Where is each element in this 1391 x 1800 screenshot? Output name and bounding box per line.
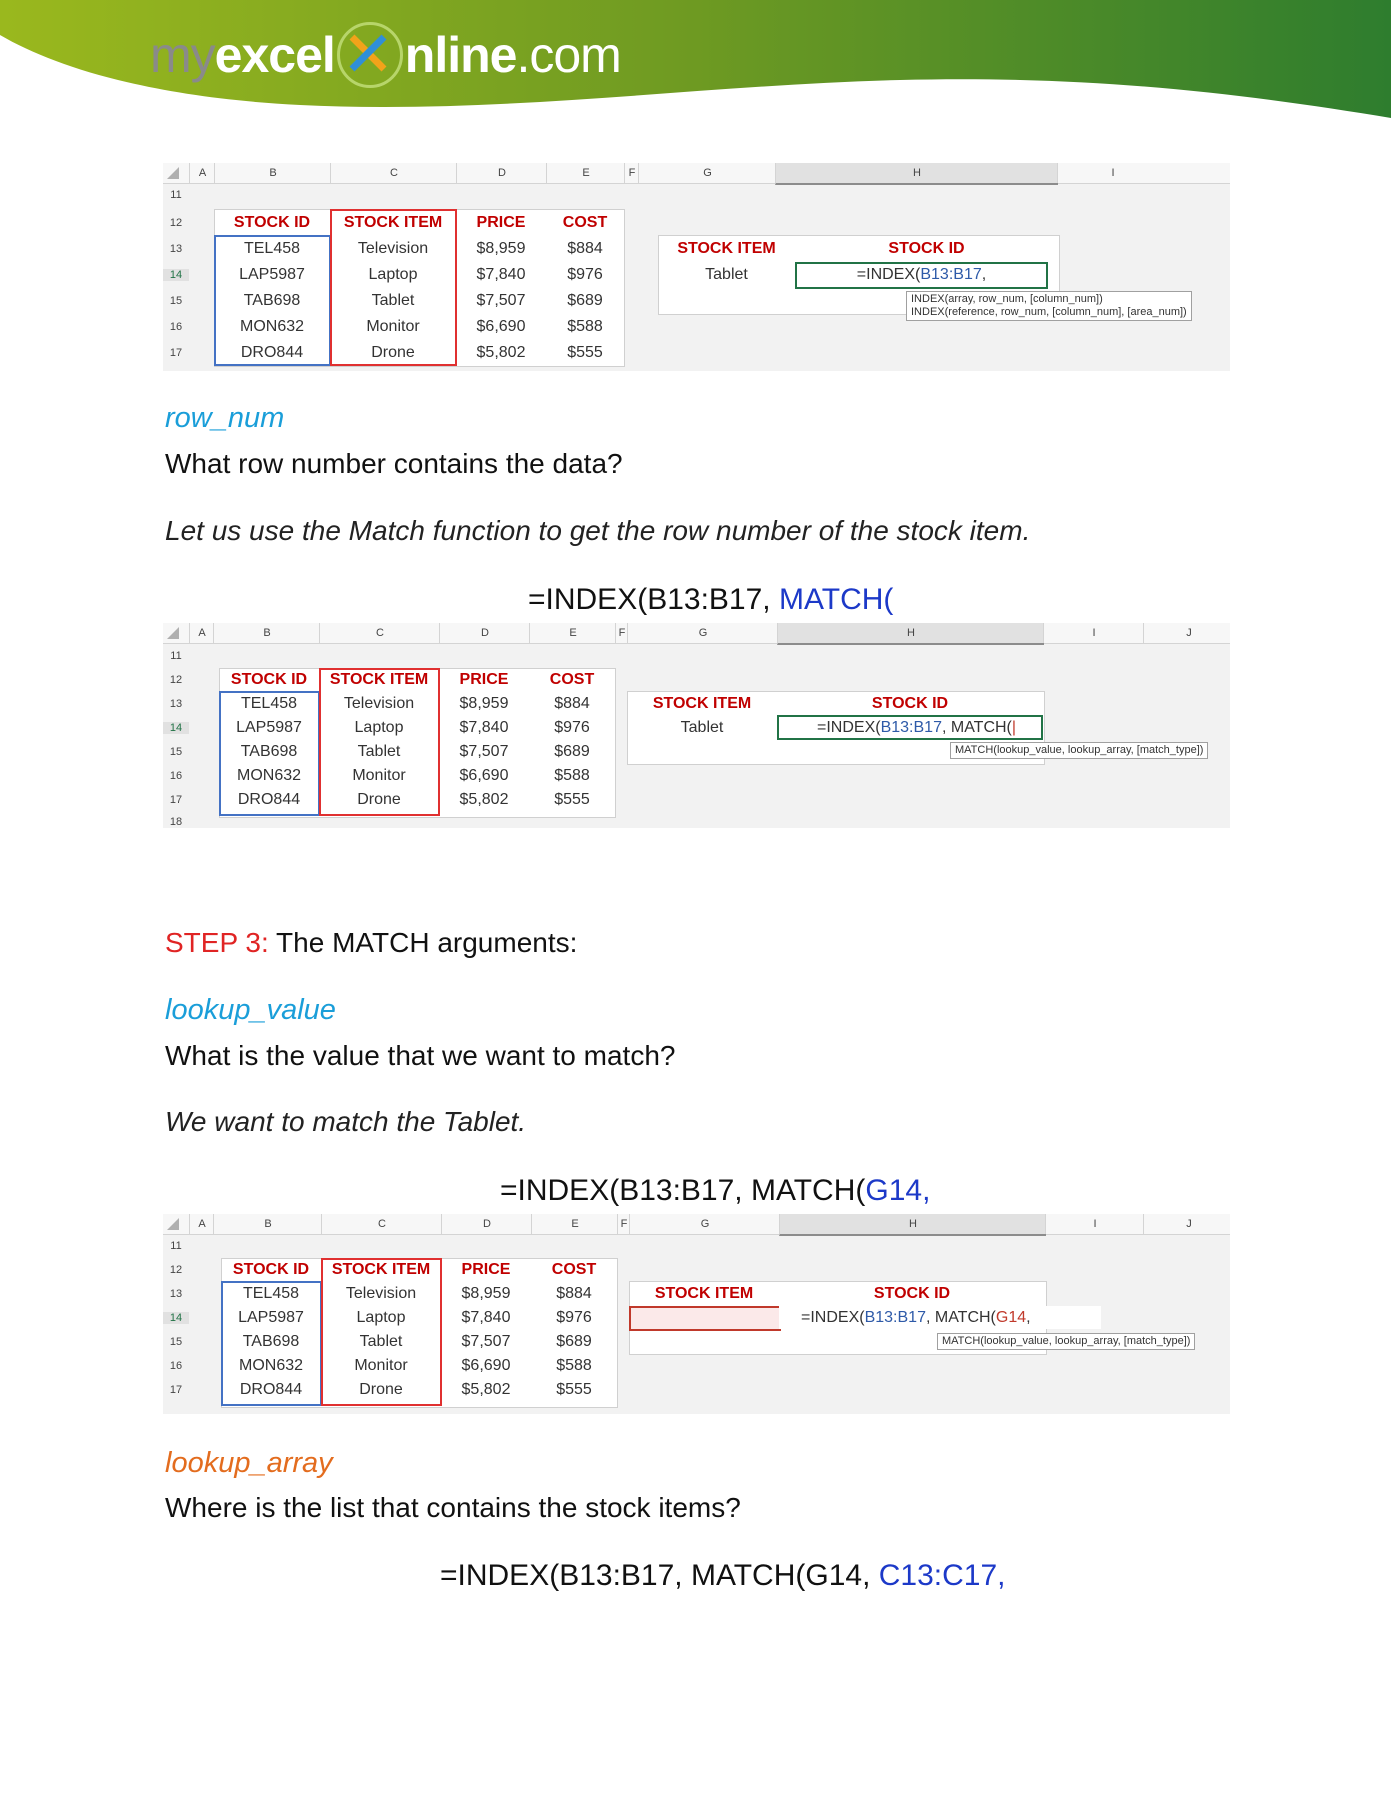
table-header-price: PRICE <box>476 214 526 231</box>
table-header-stock-id: STOCK ID <box>233 214 311 231</box>
table-cell: Drone <box>371 344 415 361</box>
formula-in-cell: =INDEX(B13:B17, MATCH(G14, <box>801 1309 1031 1326</box>
table-header-stock-item: STOCK ITEM <box>331 1261 431 1278</box>
lookup-value-cell: Tablet <box>705 266 748 283</box>
row-header-11: 11 <box>170 650 182 662</box>
row-header-15: 15 <box>169 295 183 307</box>
col-header-d: D <box>439 623 530 643</box>
col-header-h: H <box>775 163 1058 185</box>
explanation-row-num: Let us use the Match function to get the row number of the stock item. <box>165 515 1031 546</box>
col-header-j: J <box>1143 623 1230 643</box>
range-highlight-b13-b17 <box>219 691 320 816</box>
lookup-header-stock-id: STOCK ID <box>873 1285 951 1302</box>
range-highlight-b13-b17 <box>221 1281 322 1406</box>
lookup-header-stock-id: STOCK ID <box>888 240 965 257</box>
table-cell: Laptop <box>368 266 418 283</box>
row-header-17: 17 <box>169 347 183 359</box>
table-cell: TAB698 <box>242 1333 300 1350</box>
table-cell: $5,802 <box>459 791 509 808</box>
col-header-f: F <box>624 163 639 183</box>
col-header-c: C <box>330 163 457 183</box>
col-header-g: G <box>627 623 778 643</box>
excel-screenshot-1 <box>163 163 1230 371</box>
table-cell: LAP5987 <box>238 1309 304 1326</box>
row-header-11: 11 <box>170 1240 182 1252</box>
row-header-18: 18 <box>169 816 183 828</box>
table-cell: Television <box>357 240 429 257</box>
col-header-e: E <box>531 1214 618 1234</box>
table-cell: $588 <box>567 318 603 335</box>
step-3-heading: STEP 3: The MATCH arguments: <box>165 927 578 958</box>
section-label-row-num: row_num <box>165 402 285 434</box>
table-cell: $6,690 <box>476 318 526 335</box>
question-row-num: What row number contains the data? <box>165 448 623 479</box>
function-tooltip: INDEX(array, row_num, [column_num]) INDEX(reference, row_num, [column_num], [area_num]) <box>906 291 1192 321</box>
table-cell: $884 <box>554 695 590 712</box>
table-cell: $884 <box>556 1285 592 1302</box>
col-header-i: I <box>1045 1214 1144 1234</box>
table-cell: $7,840 <box>459 719 509 736</box>
col-header-c: C <box>319 623 440 643</box>
excel-screenshot-2 <box>163 623 1230 828</box>
col-header-a: A <box>189 1214 214 1234</box>
table-header-price: PRICE <box>461 1261 511 1278</box>
table-cell: Laptop <box>354 719 404 736</box>
row-header-17: 17 <box>169 794 183 806</box>
lookup-header-stock-item: STOCK ITEM <box>677 240 776 257</box>
table-cell: $884 <box>567 240 603 257</box>
select-all-corner <box>167 1218 179 1230</box>
col-header-b: B <box>214 163 331 183</box>
col-header-j: J <box>1143 1214 1230 1234</box>
col-header-d: D <box>456 163 547 183</box>
formula-example-2: =INDEX(B13:B17, MATCH(G14, <box>500 1174 931 1207</box>
col-header-b: B <box>213 1214 322 1234</box>
table-cell: $6,690 <box>459 767 509 784</box>
formula-in-cell: =INDEX(B13:B17, MATCH(| <box>817 719 1017 736</box>
row-header-11: 11 <box>170 189 182 201</box>
row-header-17: 17 <box>169 1384 183 1396</box>
select-all-corner <box>167 627 179 639</box>
table-cell: $7,507 <box>476 292 526 309</box>
table-cell: TEL458 <box>243 240 301 257</box>
col-header-g: G <box>629 1214 780 1234</box>
row-header-16: 16 <box>169 321 183 333</box>
table-cell: $588 <box>554 767 590 784</box>
col-header-f: F <box>617 1214 630 1234</box>
table-header-cost: COST <box>562 214 608 231</box>
col-header-i: I <box>1043 623 1144 643</box>
table-cell: MON632 <box>238 1357 304 1374</box>
referenced-cell-g14[interactable] <box>629 1306 781 1331</box>
table-cell: $555 <box>554 791 590 808</box>
table-cell: $689 <box>567 292 603 309</box>
table-cell: Monitor <box>354 1357 408 1374</box>
table-cell: MON632 <box>236 767 302 784</box>
table-cell: Monitor <box>352 767 406 784</box>
col-header-c: C <box>321 1214 442 1234</box>
row-header-13: 13 <box>169 698 183 710</box>
table-cell: $555 <box>567 344 603 361</box>
col-header-e: E <box>529 623 616 643</box>
table-cell: $8,959 <box>461 1285 511 1302</box>
table-cell: Tablet <box>359 1333 403 1350</box>
col-header-i: I <box>1057 163 1168 183</box>
table-header-stock-item: STOCK ITEM <box>329 671 429 688</box>
col-header-b: B <box>213 623 320 643</box>
table-cell: $976 <box>567 266 603 283</box>
table-cell: LAP5987 <box>239 266 305 283</box>
table-cell: Monitor <box>366 318 420 335</box>
table-cell: DRO844 <box>239 1381 303 1398</box>
table-cell: $976 <box>556 1309 592 1326</box>
row-header-14: 14 <box>163 269 189 281</box>
lookup-value-cell: Tablet <box>680 719 724 736</box>
formula-example-1: =INDEX(B13:B17, MATCH( <box>528 583 894 616</box>
table-cell: $7,840 <box>476 266 526 283</box>
table-cell: DRO844 <box>240 344 304 361</box>
lookup-header-stock-item: STOCK ITEM <box>654 1285 754 1302</box>
section-label-lookup-array: lookup_array <box>165 1447 333 1479</box>
function-tooltip: MATCH(lookup_value, lookup_array, [match_type]) <box>937 1333 1195 1350</box>
table-header-price: PRICE <box>459 671 509 688</box>
table-cell: TAB698 <box>243 292 301 309</box>
row-header-12: 12 <box>169 217 183 229</box>
row-header-16: 16 <box>169 770 183 782</box>
table-cell: $7,507 <box>459 743 509 760</box>
range-highlight-b13-b17 <box>214 235 331 366</box>
table-cell: TEL458 <box>242 1285 300 1302</box>
col-header-h: H <box>777 623 1044 645</box>
question-lookup-value: What is the value that we want to match? <box>165 1040 676 1071</box>
col-header-e: E <box>546 163 625 183</box>
row-header-15: 15 <box>169 746 183 758</box>
question-lookup-array: Where is the list that contains the stock items? <box>165 1492 741 1523</box>
table-cell: Laptop <box>356 1309 406 1326</box>
col-header-a: A <box>189 623 214 643</box>
table-cell: $689 <box>554 743 590 760</box>
row-header-14: 14 <box>163 1312 189 1324</box>
table-cell: $8,959 <box>476 240 526 257</box>
row-header-12: 12 <box>169 674 183 686</box>
lookup-header-stock-id: STOCK ID <box>871 695 949 712</box>
row-header-13: 13 <box>169 243 183 255</box>
table-cell: Tablet <box>371 292 415 309</box>
section-label-lookup-value: lookup_value <box>165 994 336 1026</box>
range-highlight-c12-c17 <box>321 1258 442 1406</box>
table-header-stock-item: STOCK ITEM <box>343 214 443 231</box>
row-header-12: 12 <box>169 1264 183 1276</box>
logo-text-nline: nline <box>404 27 517 83</box>
table-cell: Tablet <box>357 743 401 760</box>
table-header-cost: COST <box>549 671 595 688</box>
table-cell: $588 <box>556 1357 592 1374</box>
row-header-15: 15 <box>169 1336 183 1348</box>
logo-text-excel: excel <box>214 27 335 83</box>
logo-text-com: .com <box>516 27 621 83</box>
table-cell: Television <box>345 1285 417 1302</box>
table-cell: $6,690 <box>461 1357 511 1374</box>
row-header-14: 14 <box>163 722 189 734</box>
table-cell: Television <box>343 695 415 712</box>
col-header-a: A <box>189 163 215 183</box>
table-cell: LAP5987 <box>236 719 302 736</box>
col-header-f: F <box>615 623 628 643</box>
table-cell: $689 <box>556 1333 592 1350</box>
logo-text-my: my <box>150 27 215 83</box>
table-cell: Drone <box>359 1381 403 1398</box>
col-header-g: G <box>638 163 776 183</box>
table-cell: TAB698 <box>240 743 298 760</box>
table-cell: Drone <box>357 791 401 808</box>
table-cell: $7,507 <box>461 1333 511 1350</box>
logo-x-icon <box>337 22 403 88</box>
table-cell: $5,802 <box>476 344 526 361</box>
table-header-stock-id: STOCK ID <box>230 671 308 688</box>
function-tooltip: MATCH(lookup_value, lookup_array, [match_type]) <box>950 742 1208 759</box>
col-header-h: H <box>779 1214 1046 1236</box>
lookup-header-stock-item: STOCK ITEM <box>652 695 752 712</box>
col-header-d: D <box>441 1214 532 1234</box>
formula-in-cell: =INDEX(B13:B17, <box>856 266 987 283</box>
table-cell: MON632 <box>239 318 305 335</box>
explanation-lookup-value: We want to match the Tablet. <box>165 1106 527 1137</box>
table-cell: DRO844 <box>237 791 301 808</box>
table-cell: $8,959 <box>459 695 509 712</box>
site-logo <box>150 22 621 88</box>
table-header-cost: COST <box>551 1261 597 1278</box>
row-header-16: 16 <box>169 1360 183 1372</box>
table-header-stock-id: STOCK ID <box>232 1261 310 1278</box>
table-cell: $555 <box>556 1381 592 1398</box>
table-cell: $976 <box>554 719 590 736</box>
range-highlight-c12-c17 <box>330 209 457 366</box>
formula-example-3: =INDEX(B13:B17, MATCH(G14, C13:C17, <box>440 1559 1006 1592</box>
row-header-13: 13 <box>169 1288 183 1300</box>
table-cell: $5,802 <box>461 1381 511 1398</box>
range-highlight-c12-c17 <box>319 668 440 816</box>
select-all-corner <box>167 167 179 179</box>
table-cell: TEL458 <box>240 695 298 712</box>
table-cell: $7,840 <box>461 1309 511 1326</box>
excel-screenshot-3 <box>163 1214 1230 1414</box>
